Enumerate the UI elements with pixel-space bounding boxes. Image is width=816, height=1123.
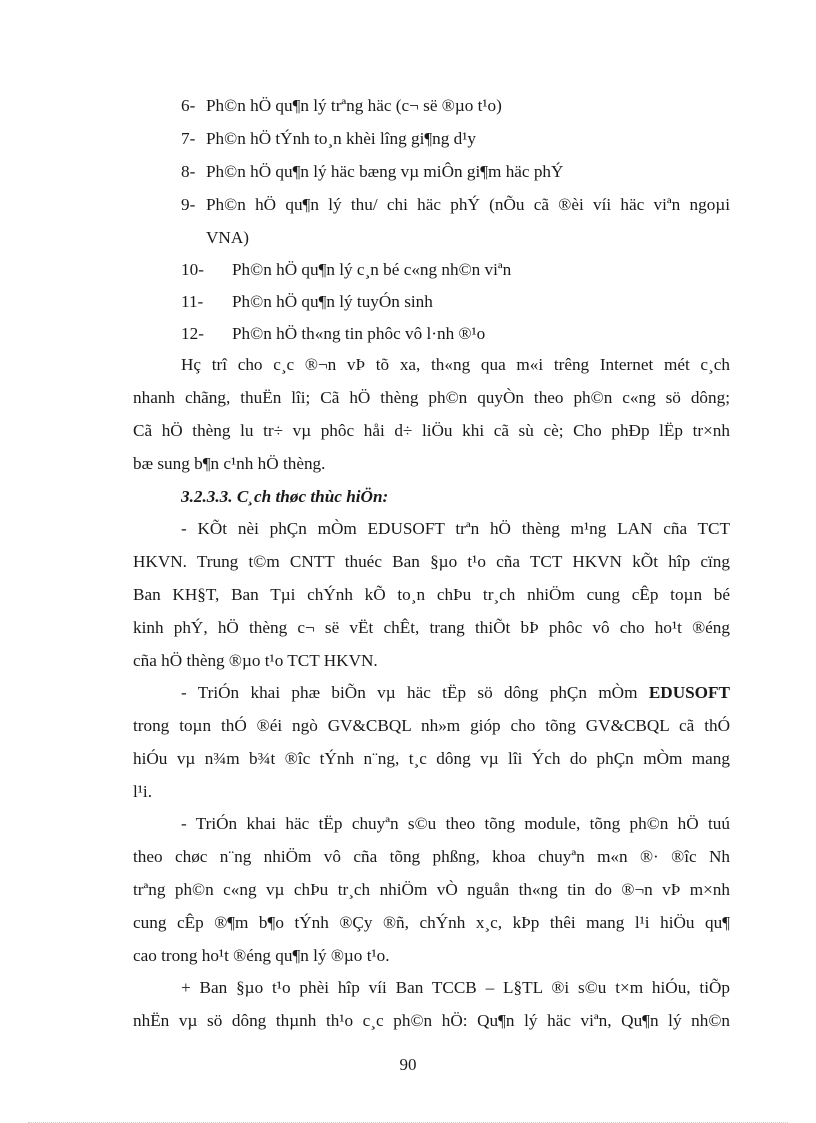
list-number: 9-: [181, 195, 196, 214]
list-number: 6-: [181, 96, 196, 115]
section-heading: 3.2.3.3. C¸ch thøc thùc hiÖn:: [181, 487, 389, 506]
page-number: 90: [399, 1055, 417, 1074]
list-item-text: Ph©n hÖ qu¶n lý tuyÓn sinh: [232, 292, 433, 311]
paragraph-line: Cã hÖ thèng lu tr÷ vµ phôc håi d÷ liÖu khi cã sù cè; Cho phÐp lËp tr×nh: [133, 421, 730, 440]
paragraph-line: [181, 682, 730, 704]
paragraph-line: hiÓu vµ n¾m b¾t ®îc tÝnh n¨ng, t¸c dông vµ lîi Ých do phÇn mÒm mang: [133, 749, 730, 768]
paragraph-line: bæ sung b¶n c¹nh hÖ thèng.: [133, 454, 326, 473]
paragraph-line: cña hÖ thèng ®µo t¹o TCT HKVN.: [133, 651, 378, 670]
paragraph-line: cao trong ho¹t ®éng qu¶n lý ®µo t¹o.: [133, 946, 390, 965]
paragraph-line: kinh phÝ, hÖ thèng c¬ së vËt chÊt, trang thiÕt bÞ phôc vô cho ho¹t ®éng: [133, 618, 730, 637]
list-number: 8-: [181, 162, 196, 181]
paragraph-line: HKVN. Trung t©m CNTT thuéc Ban §µo t¹o cña TCT HKVN kÕt hîp cïng: [133, 552, 730, 571]
paragraph-line: cung cÊp ®¶m b¶o tÝnh ®Çy ®ñ, chÝnh x¸c, kÞp thêi mang l¹i hiÖu qu¶: [133, 913, 730, 932]
list-item-text: Ph©n hÖ qu¶n lý häc bæng vµ miÔn gi¶m häc phÝ: [206, 162, 564, 181]
list-number: 11-: [181, 292, 204, 311]
list-number: 12-: [181, 324, 204, 343]
list-item-text: Ph©n hÖ tÝnh to¸n khèi lîng gi¶ng d¹y: [206, 129, 476, 148]
paragraph-line: l¹i.: [133, 782, 153, 801]
paragraph-line: Hç trî cho c¸c ®¬n vÞ tõ xa, th«ng qua m«i trêng Internet mét c¸ch: [181, 355, 730, 374]
paragraph-line: nhËn vµ sö dông thµnh th¹o c¸c ph©n hÖ: Qu¶n lý häc viªn, Qu¶n lý nh©n: [133, 1011, 730, 1030]
paragraph-text: - TriÓn khai phæ biÕn vµ häc tËp sö dông phÇn mÒm: [181, 683, 649, 702]
list-number: 10-: [181, 260, 204, 279]
list-item-text: Ph©n hÖ qu¶n lý thu/ chi häc phÝ (nÕu cã ®èi víi häc viªn ngoµi: [206, 195, 730, 214]
list-item-text: Ph©n hÖ th«ng tin phôc vô l·nh ®¹o: [232, 324, 486, 343]
list-item-text: Ph©n hÖ qu¶n lý c¸n bé c«ng nh©n viªn: [232, 260, 512, 279]
paragraph-line: trong toµn thÓ ®éi ngò GV&CBQL nh»m gióp cho tõng GV&CBQL cã thÓ: [133, 716, 730, 735]
paragraph-line: trªng ph©n c«ng vµ chÞu tr¸ch nhiÖm vÒ nguån th«ng tin do ®¬n vÞ m×nh: [133, 880, 730, 899]
software-name: EDUSOFT: [648, 683, 730, 702]
list-item-continuation: VNA): [206, 228, 249, 247]
list-item-text: Ph©n hÖ qu¶n lý trªng häc (c¬ së ®µo t¹o): [206, 96, 502, 115]
list-number: 7-: [181, 129, 196, 148]
paragraph-line: + Ban §µo t¹o phèi hîp víi Ban TCCB – L§TL ®i s©u t×m hiÓu, tiÕp: [181, 978, 730, 997]
paragraph-line: nhanh chãng, thuËn lîi; Cã hÖ thèng ph©n quyÒn theo ph©n c«ng sö dông;: [133, 388, 730, 407]
paragraph-line: - KÕt nèi phÇn mÒm EDUSOFT trªn hÖ thèng m¹ng LAN cña TCT: [181, 519, 730, 538]
paragraph-line: - TriÓn khai häc tËp chuyªn s©u theo tõng module, tõng ph©n hÖ tuú: [181, 814, 730, 833]
paragraph-line: Ban KH§T, Ban Tµi chÝnh kÕ to¸n chÞu tr¸ch nhiÖm cung cÊp toµn bé: [133, 585, 730, 604]
paragraph-line: theo chøc n¨ng nhiÖm vô cña tõng phßng, khoa chuyªn m«n ®· ®îc Nh: [133, 847, 730, 866]
